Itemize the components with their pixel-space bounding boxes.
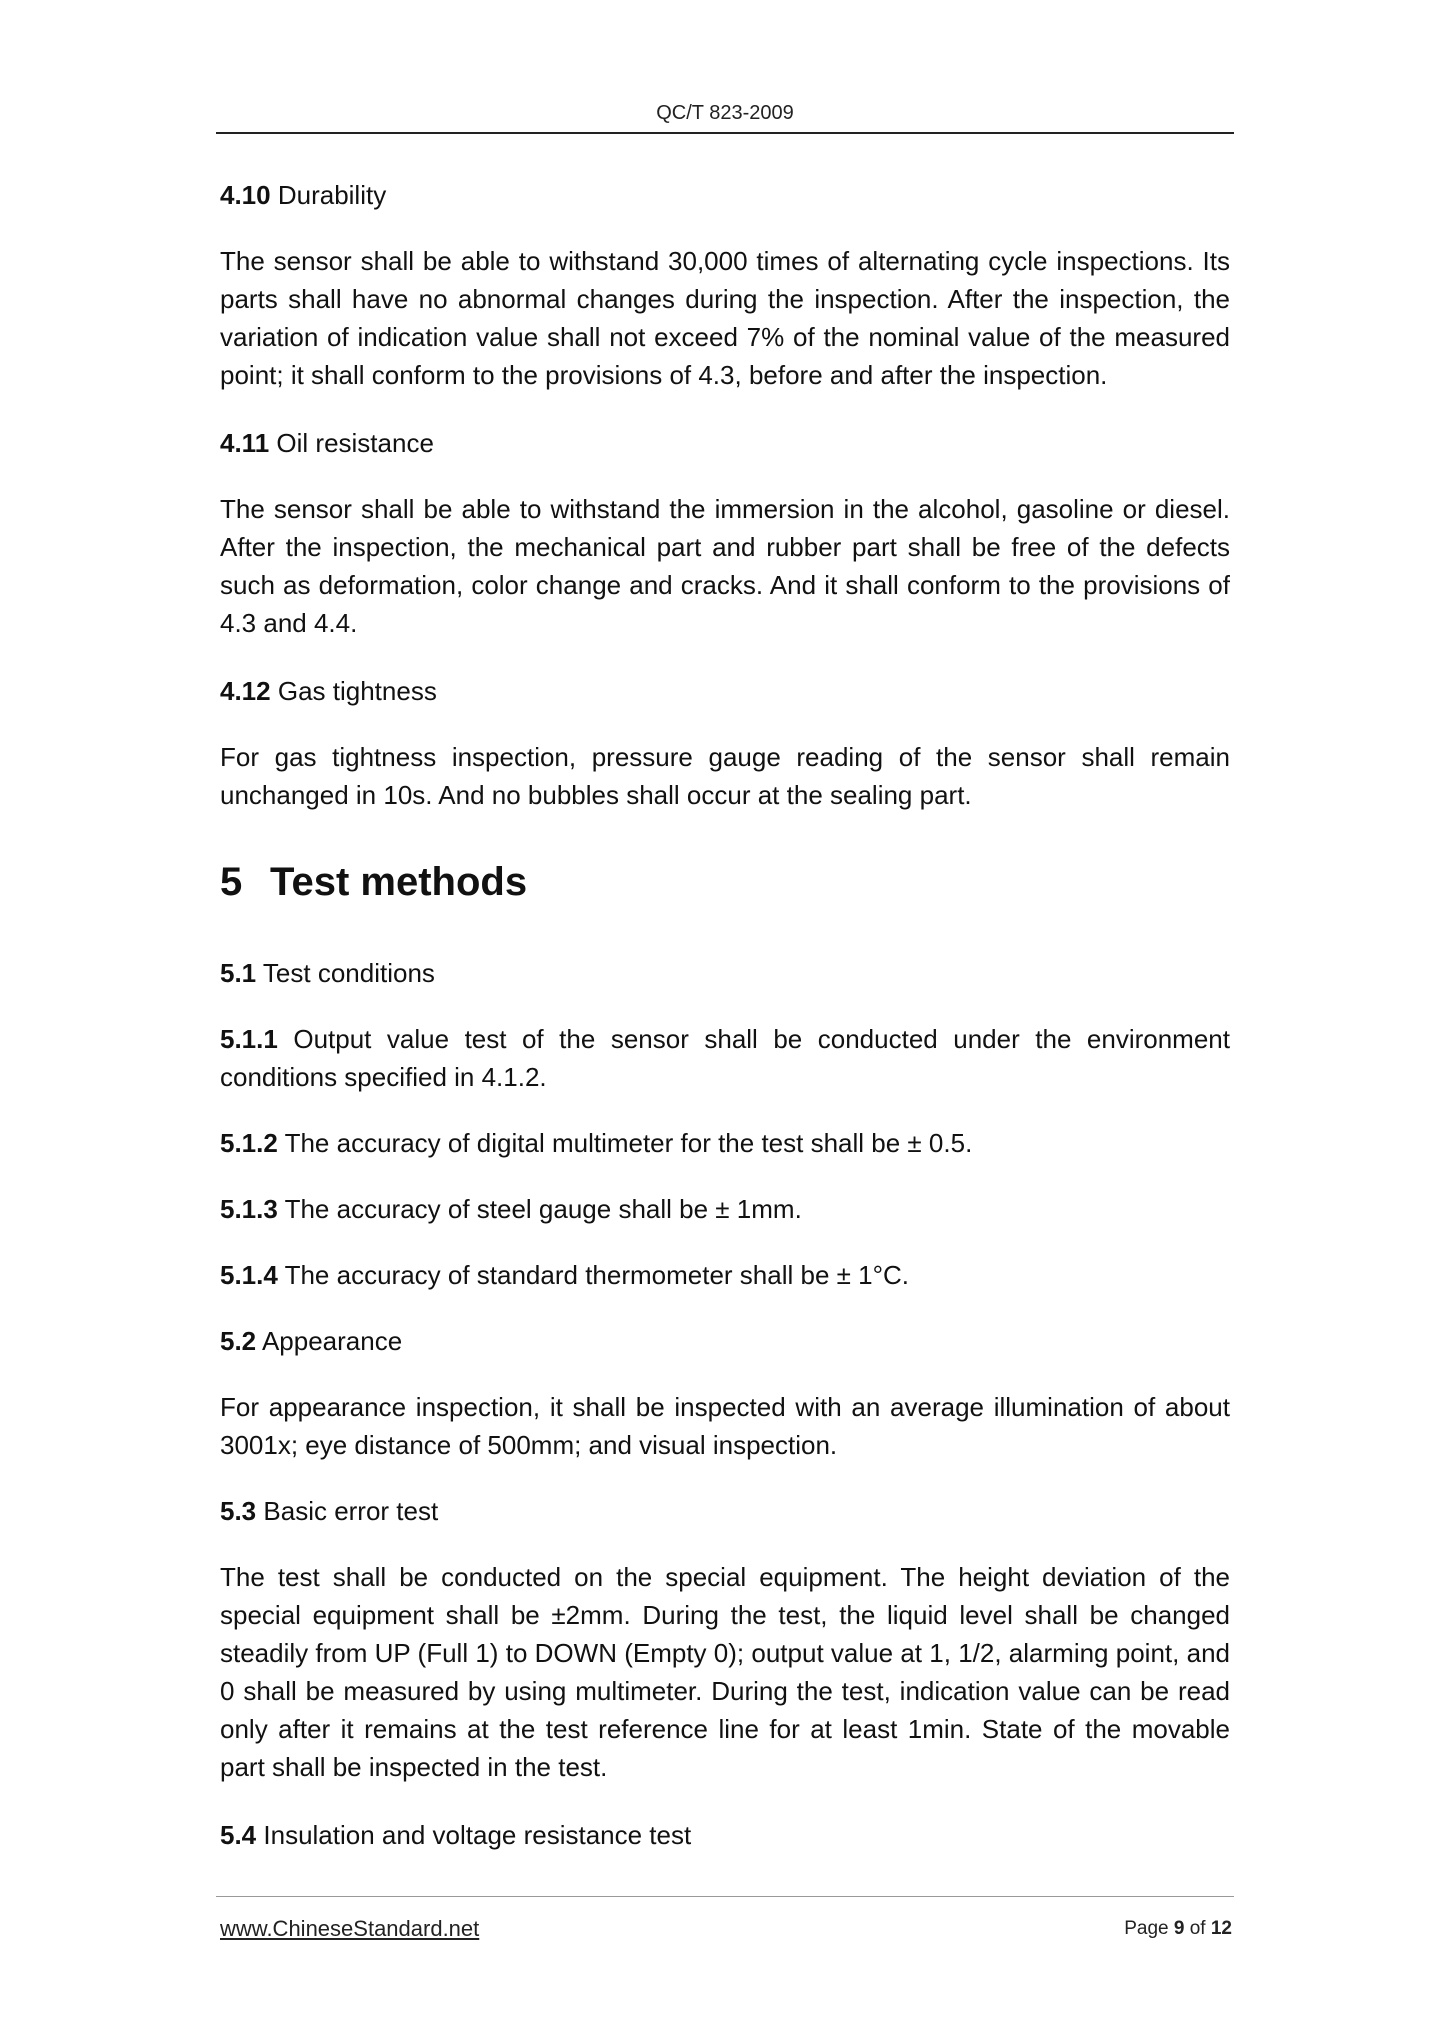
page-label: Page — [1124, 1918, 1169, 1939]
section-number: 5.1 — [220, 958, 257, 988]
section-heading-4-12 — [220, 672, 437, 710]
section-title: Insulation and voltage resistance test — [263, 1820, 692, 1850]
clause-text: Output value test of the sensor shall be conducted under the environment conditions specified in 4.1.2. — [220, 1024, 1230, 1092]
section-number: 5.2 — [220, 1326, 257, 1356]
website-link[interactable]: www.ChineseStandard.net — [220, 1916, 480, 1941]
chapter-heading-5 — [220, 852, 527, 912]
clause-number: 5.1.4 — [220, 1260, 278, 1290]
section-title: Oil resistance — [276, 428, 434, 458]
section-text-4-11: The sensor shall be able to withstand the immersion in the alcohol, gasoline or diesel. After the inspection, the mechanical part and rubber part shall be free of the defects such as deformation, color change and cracks. And it shall conform to the provisions of 4.3 and 4.4. — [220, 494, 1230, 638]
clause-text: The accuracy of standard thermometer shall be ± 1°C. — [284, 1260, 909, 1290]
section-heading-5-2 — [220, 1322, 402, 1360]
clause-number: 5.1.2 — [220, 1128, 278, 1158]
section-heading-5-4 — [220, 1816, 691, 1854]
section-number: 4.11 — [220, 428, 270, 458]
page-total: 12 — [1210, 1918, 1232, 1939]
section-number: 5.4 — [220, 1820, 257, 1850]
page-current: 9 — [1173, 1918, 1185, 1939]
clause-text: The accuracy of steel gauge shall be ± 1mm. — [284, 1194, 802, 1224]
section-heading-5-1 — [220, 954, 435, 992]
section-text-5-2: For appearance inspection, it shall be inspected with an average illumination of about 3001x; eye distance of 500mm; and visual inspection. — [220, 1392, 1230, 1460]
section-title: Appearance — [261, 1326, 403, 1356]
page-number — [1124, 1918, 1232, 1940]
page-of: of — [1189, 1918, 1206, 1939]
page-header — [216, 96, 1234, 134]
chapter-title: Test methods — [270, 860, 528, 904]
clause-number: 5.1.1 — [220, 1024, 278, 1054]
section-heading-4-11 — [220, 424, 434, 462]
section-title: Durability — [277, 180, 387, 210]
clause-5-1-3 — [220, 1190, 802, 1228]
section-number: 4.10 — [220, 180, 271, 210]
clause-5-1-2 — [220, 1124, 972, 1162]
section-heading-5-3 — [220, 1492, 438, 1530]
clause-number: 5.1.3 — [220, 1194, 278, 1224]
chapter-number: 5 — [220, 860, 243, 904]
footer-divider — [216, 1896, 1234, 1897]
section-text-4-10: The sensor shall be able to withstand 30,000 times of alternating cycle inspections. Its parts shall have no abnormal changes during the inspection. After the inspection, the variation of indication value shall not exceed 7% of the nominal value of the measured point; it shall conform to the provisions of 4.3, before and after the inspection. — [220, 246, 1230, 390]
section-number: 4.12 — [220, 676, 271, 706]
document-code: QC/T 823-2009 — [656, 102, 794, 124]
section-title: Basic error test — [263, 1496, 439, 1526]
section-title: Test conditions — [262, 958, 435, 988]
section-text-5-3: The test shall be conducted on the special equipment. The height deviation of the special equipment shall be ±2mm. During the test, the liquid level shall be changed steadily from UP (Full 1) to DOWN (Empty 0); output value at 1, 1/2, alarming point, and 0 shall be measured by using multimeter. During the test, indication value can be read only after it remains at the test reference line for at least 1min. State of the movable part shall be inspected in the test. — [220, 1562, 1230, 1782]
section-title: Gas tightness — [277, 676, 437, 706]
clause-text: The accuracy of digital multimeter for the test shall be ± 0.5. — [284, 1128, 973, 1158]
section-heading-4-10 — [220, 176, 386, 214]
clause-5-1-4 — [220, 1256, 909, 1294]
section-text-4-12: For gas tightness inspection, pressure gauge reading of the sensor shall remain unchanged in 10s. And no bubbles shall occur at the sealing part. — [220, 742, 1230, 810]
section-number: 5.3 — [220, 1496, 257, 1526]
clause-5-1-1 — [220, 1020, 1230, 1096]
